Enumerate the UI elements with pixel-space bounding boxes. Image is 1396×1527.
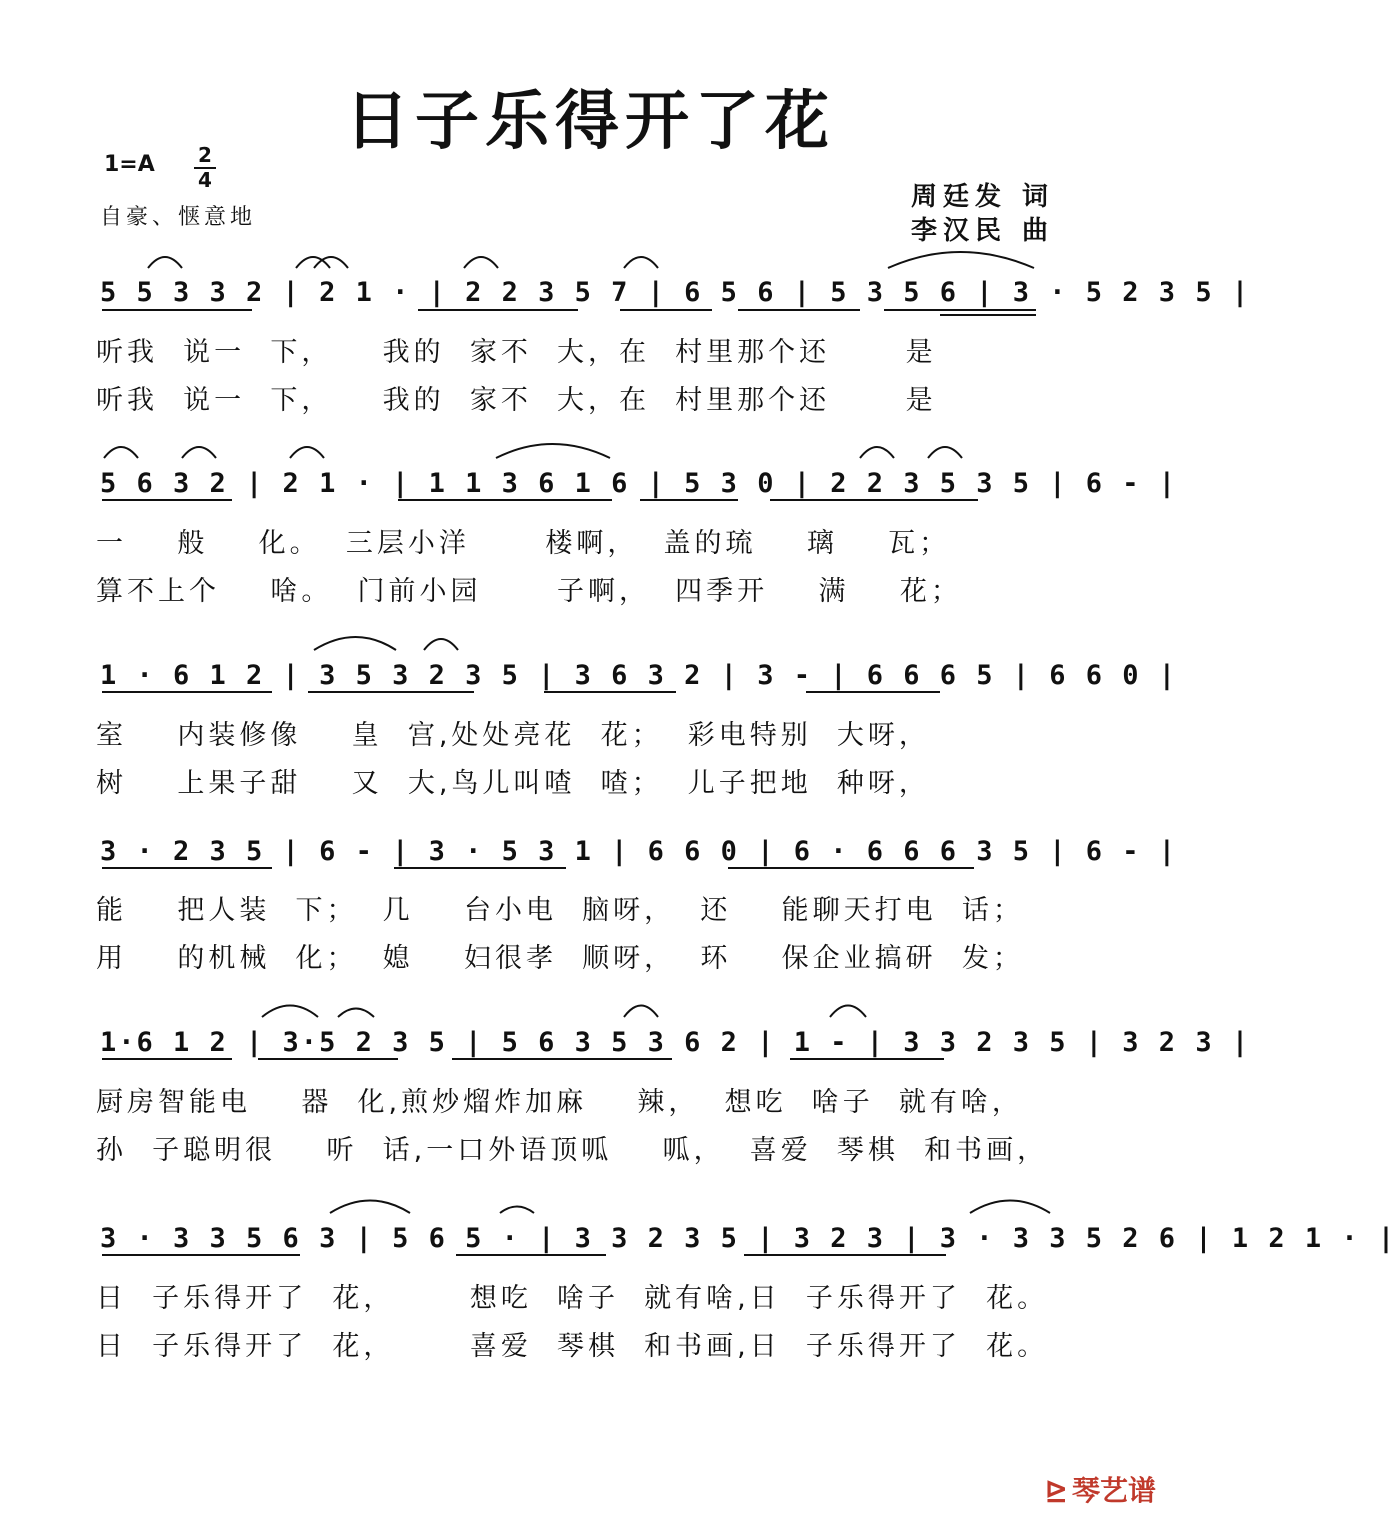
slur (338, 1009, 374, 1018)
lyric-line-4-verse-1: 能 把人装 下； 几 台小电 脑呀， 还 能聊天打电 话； (96, 895, 1024, 926)
notation-line-2: 5 6 3 2 | 2 1 · | 1 1 3 6 1 6 | 5 3 0 | 2 2 3 5 3 5 | 6 - | (100, 468, 1178, 499)
time-signature-denominator: 4 (198, 168, 212, 192)
slur (262, 1006, 318, 1018)
logo-icon: ⊵ (1044, 1474, 1068, 1507)
watermark-logo (1045, 1469, 1156, 1509)
lyricist-credit: 周廷发 词 (910, 182, 1054, 212)
slur (424, 639, 458, 650)
lyric-line-6-verse-1: 日 子乐得开了 花， 想吃 啥子 就有啥,日 子乐得开了 花。 (96, 1283, 1049, 1314)
lyric-line-4-verse-2: 用 的机械 化； 媳 妇很孝 顺呀， 环 保企业搞研 发； (96, 943, 1024, 974)
slur (928, 447, 962, 458)
notation-line-5: 1·6 1 2 | 3·5 2 3 5 | 5 6 3 5 3 6 2 | 1 - | 3 3 2 3 5 | 3 2 3 | (100, 1027, 1251, 1058)
slur (148, 257, 182, 268)
time-signature-numerator: 2 (198, 143, 212, 167)
key-signature: 1=A (104, 152, 155, 177)
watermark-text: 琴艺谱 (1071, 1474, 1156, 1507)
slur (888, 252, 1034, 268)
slur (496, 444, 610, 458)
underline-beams (102, 310, 1036, 1255)
slur (464, 257, 498, 268)
notation-line-4: 3 · 2 3 5 | 6 - | 3 · 5 3 1 | 6 6 0 | 6 · 6 6 6 3 5 | 6 - | (100, 836, 1178, 867)
slur (860, 447, 894, 458)
slur (970, 1201, 1050, 1214)
slur (330, 1201, 410, 1214)
slur (104, 447, 138, 458)
lyric-line-1-verse-2: 听我 说一 下， 我的 家不 大，在 村里那个还 是 (96, 385, 937, 416)
slur (624, 1006, 658, 1018)
notation-line-1: 5 5 3 3 2 | 2 1 · | 2 2 3 5 7 | 6 5 6 | 5 3 5 6 | 3 · 5 2 3 5 | (100, 277, 1251, 308)
slur (624, 257, 658, 268)
lyric-line-3-verse-1: 室 内装修像 皇 宫,处处亮花 花； 彩电特别 大呀， (96, 720, 930, 751)
slur (830, 1006, 866, 1018)
slur (500, 1207, 534, 1214)
lyric-line-5-verse-1: 厨房智能电 器 化,煎炒熘炸加麻 辣， 想吃 啥子 就有啥， (96, 1087, 1023, 1118)
slur (290, 447, 324, 458)
lyric-line-5-verse-2: 孙 子聪明很 听 话,一口外语顶呱 呱， 喜爱 琴棋 和书画， (96, 1135, 1049, 1166)
lyric-line-3-verse-2: 树 上果子甜 又 大,鸟儿叫喳 喳； 儿子把地 种呀， (96, 768, 930, 799)
notation-line-3: 1 · 6 1 2 | 3 5 3 2 3 5 | 3 6 3 2 | 3 - | 6 6 6 5 | 6 6 0 | (100, 660, 1178, 691)
tempo-marking: 自豪、惬意地 (100, 205, 257, 230)
lyric-line-2-verse-2: 算不上个 啥。 门前小园 子啊， 四季开 满 花； (96, 576, 962, 607)
slur (314, 637, 396, 650)
notation-line-6: 3 · 3 3 5 6 3 | 5 6 5 · | 3 3 2 3 5 | 3 2 3 | 3 · 3 3 5 2 6 | 1 2 1 · | (100, 1223, 1396, 1254)
song-title: 日子乐得开了花 (345, 85, 835, 159)
lyric-line-6-verse-2: 日 子乐得开了 花， 喜爱 琴棋 和书画,日 子乐得开了 花。 (96, 1331, 1049, 1362)
lyric-line-1-verse-1: 听我 说一 下， 我的 家不 大，在 村里那个还 是 (96, 337, 937, 368)
composer-credit: 李汉民 曲 (910, 216, 1054, 246)
slurs (104, 252, 1050, 1213)
lyric-line-2-verse-1: 一 般 化。 三层小洋 楼啊， 盖的琉 璃 瓦； (96, 528, 951, 559)
slur (182, 447, 216, 458)
